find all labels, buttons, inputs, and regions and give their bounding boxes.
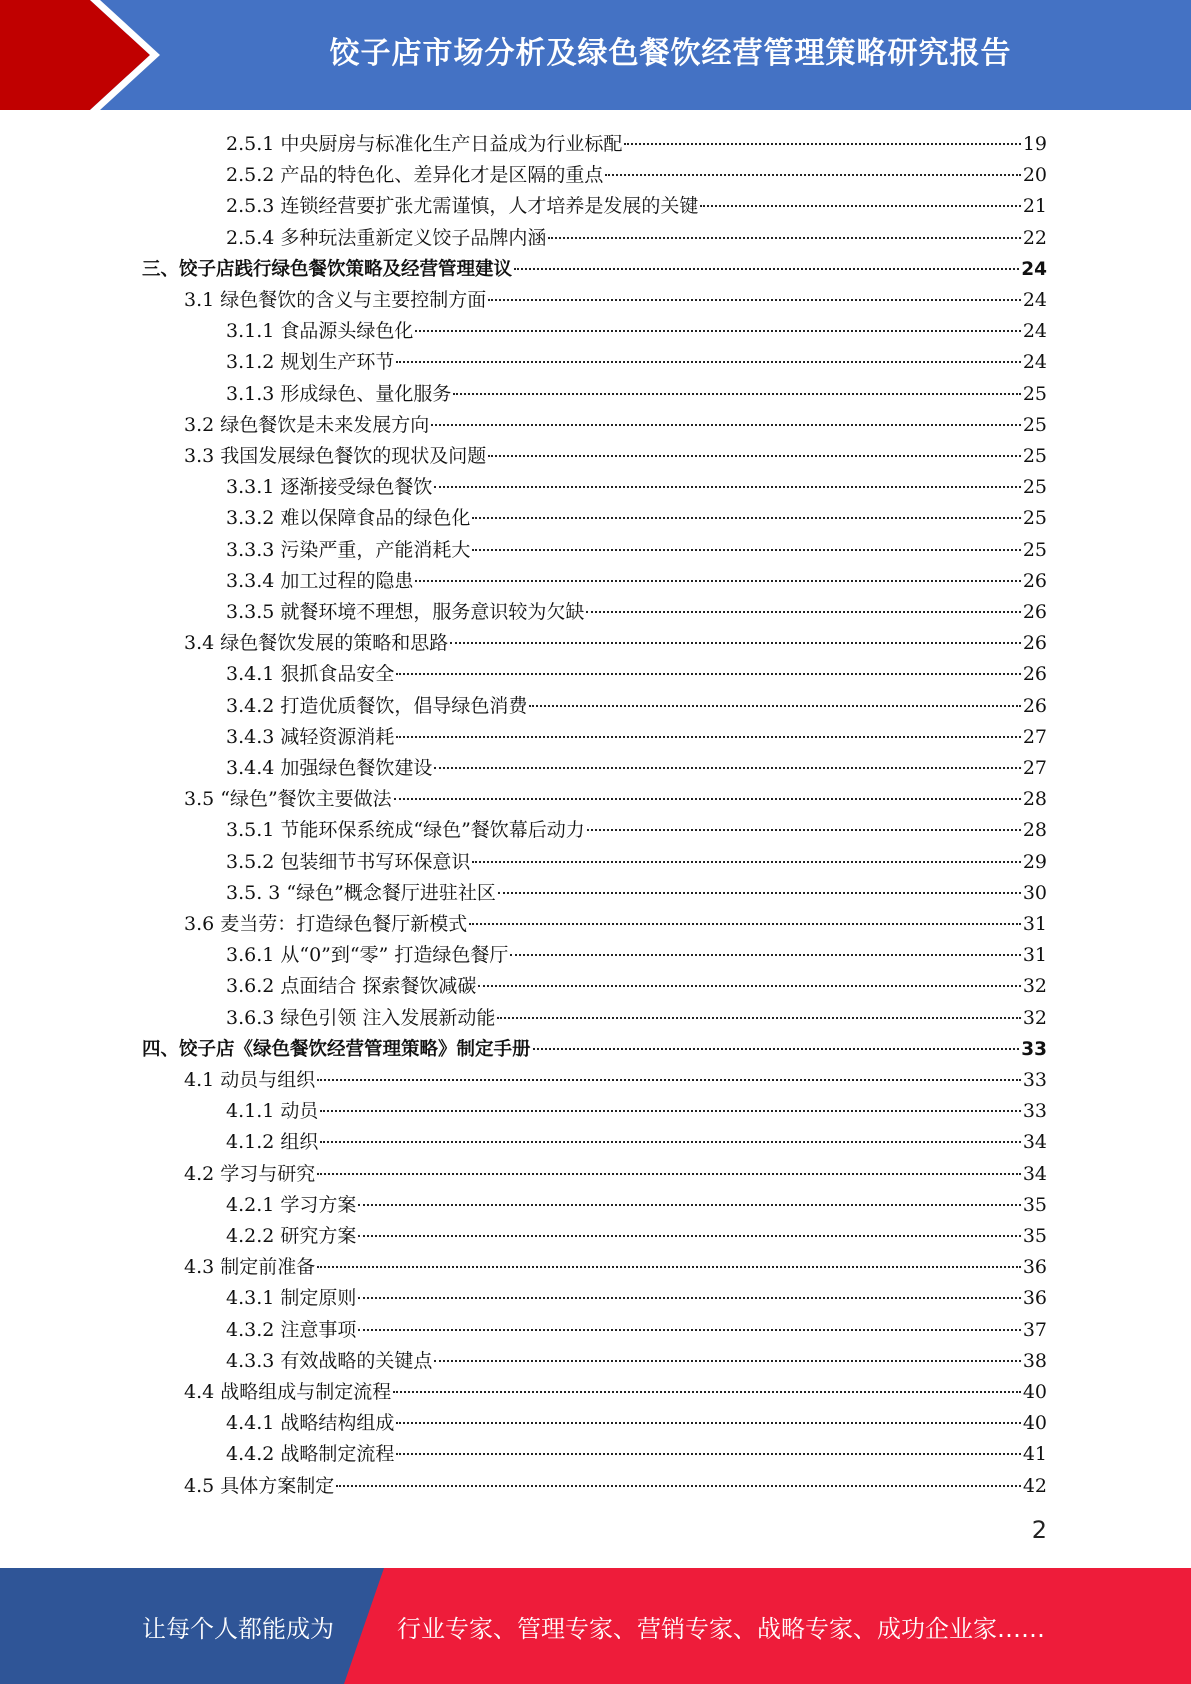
toc-entry[interactable] xyxy=(226,1283,1047,1314)
toc-dot-leader xyxy=(478,985,1020,987)
toc-dot-leader xyxy=(472,861,1020,863)
toc-dot-leader xyxy=(358,1204,1020,1206)
toc-entry[interactable] xyxy=(184,1471,1047,1502)
footer-slogan-right: 行业专家、管理专家、营销专家、战略专家、成功企业家…… xyxy=(397,1614,1045,1643)
toc-dot-leader xyxy=(548,237,1020,239)
toc-entry[interactable] xyxy=(226,659,1047,690)
toc-dot-leader xyxy=(396,673,1020,675)
toc-dot-leader xyxy=(586,611,1020,613)
toc-dot-leader xyxy=(396,1453,1020,1455)
toc-entry-page: 36 xyxy=(1022,1256,1047,1279)
toc-entry[interactable] xyxy=(226,535,1047,566)
toc-entry-label: 3.3.1 逐渐接受绿色餐饮 xyxy=(226,476,433,499)
toc-entry-page: 20 xyxy=(1022,164,1047,187)
toc-entry-page: 24 xyxy=(1022,289,1047,311)
toc-entry-page: 19 xyxy=(1022,133,1047,155)
toc-entry-page: 25 xyxy=(1022,538,1047,561)
toc-dot-leader xyxy=(434,1360,1020,1362)
toc-entry[interactable] xyxy=(226,815,1047,846)
toc-entry-page: 34 xyxy=(1022,1131,1047,1154)
toc-entry-page: 22 xyxy=(1022,226,1047,249)
toc-entry-label: 3.4.1 狠抓食品安全 xyxy=(226,663,395,686)
toc-entry-page: 27 xyxy=(1022,725,1047,748)
toc-entry[interactable] xyxy=(226,503,1047,534)
toc-entry-label: 3.5.2 包装细节书写环保意识 xyxy=(226,850,471,873)
toc-entry-label: 4.4 战略组成与制定流程 xyxy=(184,1381,392,1403)
toc-entry[interactable] xyxy=(226,223,1047,254)
toc-entry-page: 24 xyxy=(1022,351,1047,374)
toc-entry-page: 36 xyxy=(1022,1287,1047,1310)
toc-entry-label: 3.6.2 点面结合 探索餐饮减碳 xyxy=(226,975,477,998)
toc-entry-label: 4.3.3 有效战略的关键点 xyxy=(226,1349,433,1372)
toc-entry-label: 4.5 具体方案制定 xyxy=(184,1474,335,1497)
toc-entry-page: 26 xyxy=(1022,569,1047,592)
toc-entry-page: 24 xyxy=(1022,320,1047,343)
footer-banner xyxy=(0,1568,1191,1684)
toc-dot-leader xyxy=(320,1141,1020,1143)
toc-entry[interactable] xyxy=(184,285,1047,316)
toc-entry[interactable] xyxy=(226,316,1047,347)
toc-entry[interactable] xyxy=(142,254,1047,285)
toc-dot-leader xyxy=(396,361,1020,363)
toc-entry-page: 30 xyxy=(1022,881,1047,904)
toc-entry-page: 21 xyxy=(1022,195,1047,218)
toc-entry[interactable] xyxy=(226,1408,1047,1439)
toc-dot-leader xyxy=(529,705,1020,707)
toc-entry-label: 3.4.4 加强绿色餐饮建设 xyxy=(226,757,433,779)
toc-dot-leader xyxy=(624,143,1020,145)
toc-entry-label: 3.3.4 加工过程的隐患 xyxy=(226,569,414,592)
toc-entry-label: 2.5.4 多种玩法重新定义饺子品牌内涵 xyxy=(226,226,547,249)
toc-entry-label: 3.1.2 规划生产环节 xyxy=(226,351,395,374)
toc-entry-page: 26 xyxy=(1022,632,1047,655)
toc-dot-leader xyxy=(396,1422,1020,1424)
toc-entry-page: 34 xyxy=(1022,1162,1047,1185)
toc-entry-label: 3.5 “绿色”餐饮主要做法 xyxy=(184,788,392,811)
toc-entry-label: 3.4.2 打造优质餐饮，倡导绿色消费 xyxy=(226,694,528,717)
toc-entry-page: 24 xyxy=(1021,258,1047,280)
toc-dot-leader xyxy=(415,330,1020,332)
toc-entry-page: 31 xyxy=(1022,913,1047,935)
toc-entry-label: 3.2 绿色餐饮是未来发展方向 xyxy=(184,413,430,436)
toc-entry-label: 3.6.1 从“0”到“零” 打造绿色餐厅 xyxy=(226,944,509,967)
toc-entry-page: 42 xyxy=(1022,1474,1047,1497)
toc-entry-label: 3.5. 3 “绿色”概念餐厅进驻社区 xyxy=(226,881,496,904)
toc-entry[interactable] xyxy=(226,1190,1047,1221)
toc-dot-leader xyxy=(358,1329,1020,1331)
toc-dot-leader xyxy=(394,798,1021,800)
toc-entry-label: 3.4.3 减轻资源消耗 xyxy=(226,725,395,748)
toc-dot-leader xyxy=(320,1110,1020,1112)
toc-dot-leader xyxy=(453,393,1020,395)
toc-entry-page: 25 xyxy=(1022,382,1047,405)
toc-dot-leader xyxy=(587,829,1021,831)
toc-entry[interactable] xyxy=(226,691,1047,722)
toc-dot-leader xyxy=(605,174,1020,176)
toc-entry[interactable] xyxy=(184,784,1047,815)
toc-entry[interactable] xyxy=(226,940,1047,971)
toc-entry[interactable] xyxy=(226,1346,1047,1377)
toc-dot-leader xyxy=(469,923,1021,925)
toc-entry-page: 26 xyxy=(1022,601,1047,623)
toc-entry[interactable] xyxy=(226,472,1047,503)
toc-entry-page: 26 xyxy=(1022,694,1047,717)
toc-entry-page: 31 xyxy=(1022,944,1047,967)
toc-entry-label: 4.2.2 研究方案 xyxy=(226,1225,357,1247)
toc-entry[interactable] xyxy=(226,379,1047,410)
toc-dot-leader xyxy=(533,1048,1020,1050)
toc-entry[interactable] xyxy=(184,1252,1047,1283)
toc-entry-label: 4.3.1 制定原则 xyxy=(226,1287,357,1310)
toc-entry[interactable] xyxy=(226,597,1047,628)
toc-dot-leader xyxy=(488,455,1021,457)
toc-entry-page: 25 xyxy=(1022,507,1047,530)
toc-entry-page: 29 xyxy=(1022,850,1047,873)
toc-entry[interactable] xyxy=(226,722,1047,753)
toc-entry-page: 33 xyxy=(1021,1038,1047,1060)
toc-entry-label: 三、饺子店践行绿色餐饮策略及经营管理建议 xyxy=(142,258,513,280)
toc-entry-page: 26 xyxy=(1022,663,1047,686)
toc-entry-label: 2.5.3 连锁经营要扩张尤需谨慎，人才培养是发展的关键 xyxy=(226,195,699,218)
toc-entry-label: 3.3.3 污染严重，产能消耗大 xyxy=(226,538,471,561)
toc-entry-label: 四、饺子店《绿色餐饮经营管理策略》制定手册 xyxy=(142,1038,531,1060)
toc-entry[interactable] xyxy=(226,753,1047,784)
toc-entry[interactable] xyxy=(184,1159,1047,1190)
toc-dot-leader xyxy=(472,549,1020,551)
toc-entry-page: 40 xyxy=(1022,1412,1047,1435)
document-title: 饺子店市场分析及绿色餐饮经营管理策略研究报告 xyxy=(329,36,1012,71)
toc-entry[interactable] xyxy=(226,191,1047,222)
toc-entry[interactable] xyxy=(226,1221,1047,1252)
page-number: 2 xyxy=(1031,1516,1047,1544)
toc-entry-label: 2.5.2 产品的特色化、差异化才是区隔的重点 xyxy=(226,164,604,187)
toc-entry-label: 3.3 我国发展绿色餐饮的现状及问题 xyxy=(184,445,487,467)
toc-dot-leader xyxy=(497,1017,1020,1019)
toc-dot-leader xyxy=(488,299,1021,301)
toc-dot-leader xyxy=(514,268,1019,270)
toc-entry-label: 3.1.1 食品源头绿色化 xyxy=(226,320,414,343)
toc-entry[interactable] xyxy=(226,1096,1047,1127)
header-banner xyxy=(0,0,1191,110)
toc-dot-leader xyxy=(317,1266,1021,1268)
toc-entry[interactable] xyxy=(226,129,1047,160)
toc-dot-leader xyxy=(336,1485,1021,1487)
toc-dot-leader xyxy=(472,517,1020,519)
toc-entry-label: 2.5.1 中央厨房与标准化生产日益成为行业标配 xyxy=(226,133,623,155)
toc-entry-label: 4.1 动员与组织 xyxy=(184,1069,316,1091)
toc-entry-page: 35 xyxy=(1022,1225,1047,1247)
toc-entry-page: 25 xyxy=(1022,413,1047,436)
toc-dot-leader xyxy=(434,767,1020,769)
toc-entry[interactable] xyxy=(226,566,1047,597)
toc-dot-leader xyxy=(393,1391,1021,1393)
toc-entry-page: 35 xyxy=(1022,1193,1047,1216)
toc-entry[interactable] xyxy=(184,909,1047,940)
toc-dot-leader xyxy=(498,892,1021,894)
toc-dot-leader xyxy=(450,642,1021,644)
toc-entry-label: 3.3.5 就餐环境不理想，服务意识较为欠缺 xyxy=(226,601,585,623)
toc-entry-page: 33 xyxy=(1022,1069,1047,1091)
toc-dot-leader xyxy=(396,736,1020,738)
toc-dot-leader xyxy=(317,1173,1021,1175)
toc-entry-label: 4.3 制定前准备 xyxy=(184,1256,316,1279)
toc-entry[interactable] xyxy=(184,1377,1047,1408)
toc-entry[interactable] xyxy=(184,410,1047,441)
toc-dot-leader xyxy=(415,580,1020,582)
toc-entry-label: 3.1 绿色餐饮的含义与主要控制方面 xyxy=(184,289,487,311)
toc-entry-page: 27 xyxy=(1022,757,1047,779)
toc-entry[interactable] xyxy=(226,971,1047,1002)
toc-entry[interactable] xyxy=(226,1003,1047,1034)
toc-entry[interactable] xyxy=(226,847,1047,878)
toc-entry-label: 4.3.2 注意事项 xyxy=(226,1318,357,1341)
toc-entry[interactable] xyxy=(142,1034,1047,1065)
toc-entry-page: 28 xyxy=(1022,819,1047,842)
toc-entry[interactable] xyxy=(226,160,1047,191)
toc-entry-page: 25 xyxy=(1022,476,1047,499)
toc-entry-page: 37 xyxy=(1022,1318,1047,1341)
toc-entry-page: 33 xyxy=(1022,1100,1047,1123)
toc-dot-leader xyxy=(510,954,1020,956)
footer-slogan-left: 让每个人都能成为 xyxy=(142,1614,334,1643)
toc-entry-page: 25 xyxy=(1022,445,1047,467)
toc-entry-label: 4.4.2 战略制定流程 xyxy=(226,1443,395,1466)
toc-entry-label: 4.1.1 动员 xyxy=(226,1100,319,1123)
toc-entry[interactable] xyxy=(226,1439,1047,1470)
toc-entry-label: 3.5.1 节能环保系统成“绿色”餐饮幕后动力 xyxy=(226,819,585,842)
toc-entry-page: 32 xyxy=(1022,975,1047,998)
toc-entry[interactable] xyxy=(226,878,1047,909)
toc-entry-label: 3.6 麦当劳：打造绿色餐厅新模式 xyxy=(184,913,468,935)
toc-dot-leader xyxy=(431,424,1021,426)
toc-entry-page: 40 xyxy=(1022,1381,1047,1403)
toc-entry-page: 32 xyxy=(1022,1006,1047,1029)
toc-entry-page: 41 xyxy=(1022,1443,1047,1466)
toc-dot-leader xyxy=(358,1235,1020,1237)
toc-entry-label: 4.2.1 学习方案 xyxy=(226,1193,357,1216)
toc-entry-label: 3.1.3 形成绿色、量化服务 xyxy=(226,382,452,405)
toc-dot-leader xyxy=(317,1079,1021,1081)
toc-entry-page: 38 xyxy=(1022,1349,1047,1372)
toc-entry[interactable] xyxy=(184,628,1047,659)
toc-dot-leader xyxy=(700,205,1020,207)
toc-entry-label: 3.4 绿色餐饮发展的策略和思路 xyxy=(184,632,449,655)
toc-entry-page: 28 xyxy=(1022,788,1047,811)
toc-entry-label: 3.6.3 绿色引领 注入发展新动能 xyxy=(226,1006,496,1029)
toc-dot-leader xyxy=(434,486,1020,488)
toc-entry[interactable] xyxy=(226,347,1047,378)
toc-entry-label: 4.1.2 组织 xyxy=(226,1131,319,1154)
toc-entry[interactable] xyxy=(226,1315,1047,1346)
toc-entry-label: 3.3.2 难以保障食品的绿色化 xyxy=(226,507,471,530)
toc-entry-label: 4.4.1 战略结构组成 xyxy=(226,1412,395,1435)
toc-entry[interactable] xyxy=(226,1127,1047,1158)
toc-dot-leader xyxy=(358,1297,1020,1299)
toc-entry[interactable] xyxy=(184,1065,1047,1096)
toc-entry-label: 4.2 学习与研究 xyxy=(184,1162,316,1185)
toc-entry[interactable] xyxy=(184,441,1047,472)
